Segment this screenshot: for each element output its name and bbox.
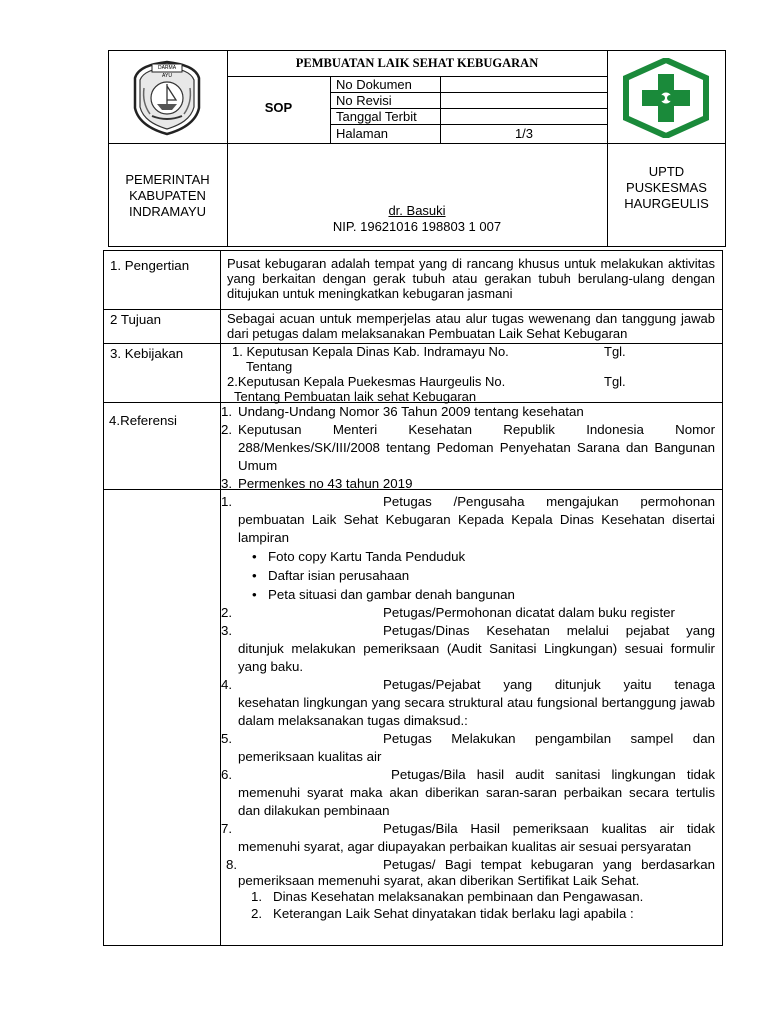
kebijakan-item-1: 1. Keputusan Kepala Dinas Kab. Indramayu No. xyxy=(232,344,509,359)
meta-label-tanggal-terbit: Tanggal Terbit xyxy=(336,109,417,124)
right-org-line: UPTD xyxy=(648,164,685,179)
sublist-text: Dinas Kesehatan melaksanakan pembinaan dan Pengawasan. xyxy=(273,889,644,904)
divider xyxy=(607,50,608,247)
divider xyxy=(103,309,723,310)
left-organization xyxy=(108,172,227,220)
procedure-step xyxy=(221,730,715,766)
meta-value-halaman: 1/3 xyxy=(514,126,534,141)
kebijakan-item-2-tgl: Tgl. xyxy=(604,374,626,389)
referensi-text: Undang-Undang Nomor 36 Tahun 2009 tentang kesehatan xyxy=(238,404,584,419)
attachment-item: • Peta situasi dan gambar denah bangunan xyxy=(268,585,715,604)
meta-label-halaman: Halaman xyxy=(336,126,389,141)
section-label-referensi: 4.Referensi xyxy=(109,413,177,428)
section-text-tujuan: Sebagai acuan untuk memperjelas atau alur tugas wewenang dan tanggung jawab dari petugas dalam melaksanakan Pembuatan Laik Sehat Kebugaran xyxy=(227,311,715,341)
kebijakan-item-2-tentang: Tentang Pembuatan laik sehat Kebugaran xyxy=(234,389,477,404)
step-num: 5. xyxy=(221,731,233,746)
referensi-text: Permenkes no 43 tahun 2019 xyxy=(238,476,413,491)
attachment-item: • Daftar isian perusahaan xyxy=(268,566,715,585)
step-head: Petugas Melakukan pengambilan sampel dan xyxy=(383,731,715,746)
procedure-step xyxy=(221,493,715,547)
step-num: 4. xyxy=(221,677,233,692)
document-title: PEMBUATAN LAIK SEHAT KEBUGARAN xyxy=(295,56,539,70)
procedure-step xyxy=(221,856,715,888)
divider xyxy=(330,76,331,143)
procedure-step xyxy=(221,820,715,856)
meta-label-no-revisi: No Revisi xyxy=(336,93,392,108)
step-num: 7. xyxy=(221,821,233,836)
sublist-item xyxy=(251,888,715,905)
step-num: 8. xyxy=(226,857,238,872)
step-head: Petugas /Pengusaha mengajukan permohonan xyxy=(383,494,715,509)
step-8-sublist xyxy=(221,888,715,922)
step-body: kesehatan lingkungan yang secara struktural atau fungsional bertanggung jawab dalam melaksanakan tugas dimaksud.: xyxy=(238,695,715,728)
attachment-item: • Foto copy Kartu Tanda Penduduk xyxy=(268,547,715,566)
right-org-line: HAURGEULIS xyxy=(624,196,709,211)
step-head: Petugas/Permohonan dicatat dalam buku register xyxy=(383,605,675,620)
step-num: 2. xyxy=(221,605,233,620)
left-org-line: PEMERINTAH xyxy=(125,172,210,187)
meta-label-no-dokumen: No Dokumen xyxy=(336,77,412,92)
step-body: memenuhi syarat maka akan diberikan saran-saran perbaikan secara tertulis dan dilakukan pembinaan xyxy=(238,785,715,818)
section-text-pengertian: Pusat kebugaran adalah tempat yang di rancang khusus untuk melakukan aktivitas yang berkaitan dengan gerak tubuh atau gerakan tubuh berulang-ulang dengan ditujukan untuk meningkatkan kebugaran jasmani xyxy=(227,256,715,301)
section-label-tujuan: 2 Tujuan xyxy=(110,312,162,327)
signer-nip: NIP. 19621016 198803 1 007 xyxy=(332,219,502,234)
section-label-kebijakan: 3. Kebijakan xyxy=(110,346,184,361)
step-head: Petugas/Bila Hasil pemeriksaan kualitas air tidak xyxy=(383,821,715,836)
divider xyxy=(227,76,607,77)
step-head: Petugas/Dinas Kesehatan melalui pejabat yang xyxy=(383,623,715,638)
right-org-line: PUSKESMAS xyxy=(626,180,707,195)
procedure-step xyxy=(221,766,715,820)
step-num: 6. xyxy=(221,767,233,782)
signer-name: dr. Basuki xyxy=(388,203,446,218)
left-org-line: INDRAMAYU xyxy=(128,204,207,219)
procedure-step xyxy=(221,676,715,730)
procedure-steps xyxy=(221,493,715,922)
step-head: Petugas/Pejabat yang ditunjuk yaitu tenaga xyxy=(383,677,715,692)
attachment-list xyxy=(221,547,715,604)
right-organization xyxy=(607,164,726,212)
step-num: 1. xyxy=(221,494,233,509)
divider xyxy=(330,124,607,125)
sop-label: SOP xyxy=(264,100,293,115)
kebijakan-item-1-tgl: Tgl. xyxy=(604,344,626,359)
indramayu-emblem xyxy=(130,58,204,136)
divider xyxy=(108,143,726,144)
signer-block xyxy=(227,203,607,235)
referensi-num: 2. xyxy=(221,422,233,437)
section-label-pengertian: 1. Pengertian xyxy=(110,258,190,273)
referensi-item xyxy=(221,403,715,421)
step-num: 3. xyxy=(221,623,233,638)
step-body: ditunjuk melakukan pemeriksaan (Audit Sanitasi Lingkungan) sesuai formulir yang baku. xyxy=(238,641,715,674)
emblem-text: DARMA AYU xyxy=(157,65,177,79)
sublist-num: 2. xyxy=(251,906,263,921)
left-org-line: KABUPATEN xyxy=(129,188,206,203)
referensi-text: Keputusan Menteri Kesehatan Republik Indonesia Nomor 288/Menkes/SK/III/2008 tentang Pedoman Penyehatan Sarana dan Bangunan Umum xyxy=(238,422,715,473)
sublist-item xyxy=(251,905,715,922)
step-body: memenuhi syarat, agar diupayakan perbaikan kualitas air sesuai persyaratan xyxy=(238,839,692,854)
sublist-text: Keterangan Laik Sehat dinyatakan tidak berlaku lagi apabila : xyxy=(273,906,634,921)
referensi-list xyxy=(221,403,715,493)
referensi-item xyxy=(221,475,715,493)
step-head: Petugas/ Bagi tempat kebugaran yang berdasarkan xyxy=(383,857,715,872)
kebijakan-item-1-tentang: Tentang xyxy=(246,359,293,374)
referensi-num: 3. xyxy=(221,476,233,491)
step-head: Petugas/Bila hasil audit sanitasi lingkungan tidak xyxy=(391,767,715,782)
puskesmas-logo xyxy=(620,58,712,138)
step-body: pemeriksaan memenuhi syarat, akan diberikan Sertifikat Laik Sehat. xyxy=(238,873,640,888)
procedure-step xyxy=(221,604,715,622)
referensi-item xyxy=(221,421,715,475)
step-body: pembuatan Laik Sehat Kebugaran Kepada Kepala Dinas Kesehatan disertai lampiran xyxy=(238,512,715,545)
procedure-step xyxy=(221,622,715,676)
sublist-num: 1. xyxy=(251,889,263,904)
kebijakan-item-2: 2.Keputusan Kepala Puekesmas Haurgeulis No. xyxy=(227,374,506,389)
step-body: pemeriksaan kualitas air xyxy=(238,749,382,764)
referensi-num: 1. xyxy=(221,404,233,419)
